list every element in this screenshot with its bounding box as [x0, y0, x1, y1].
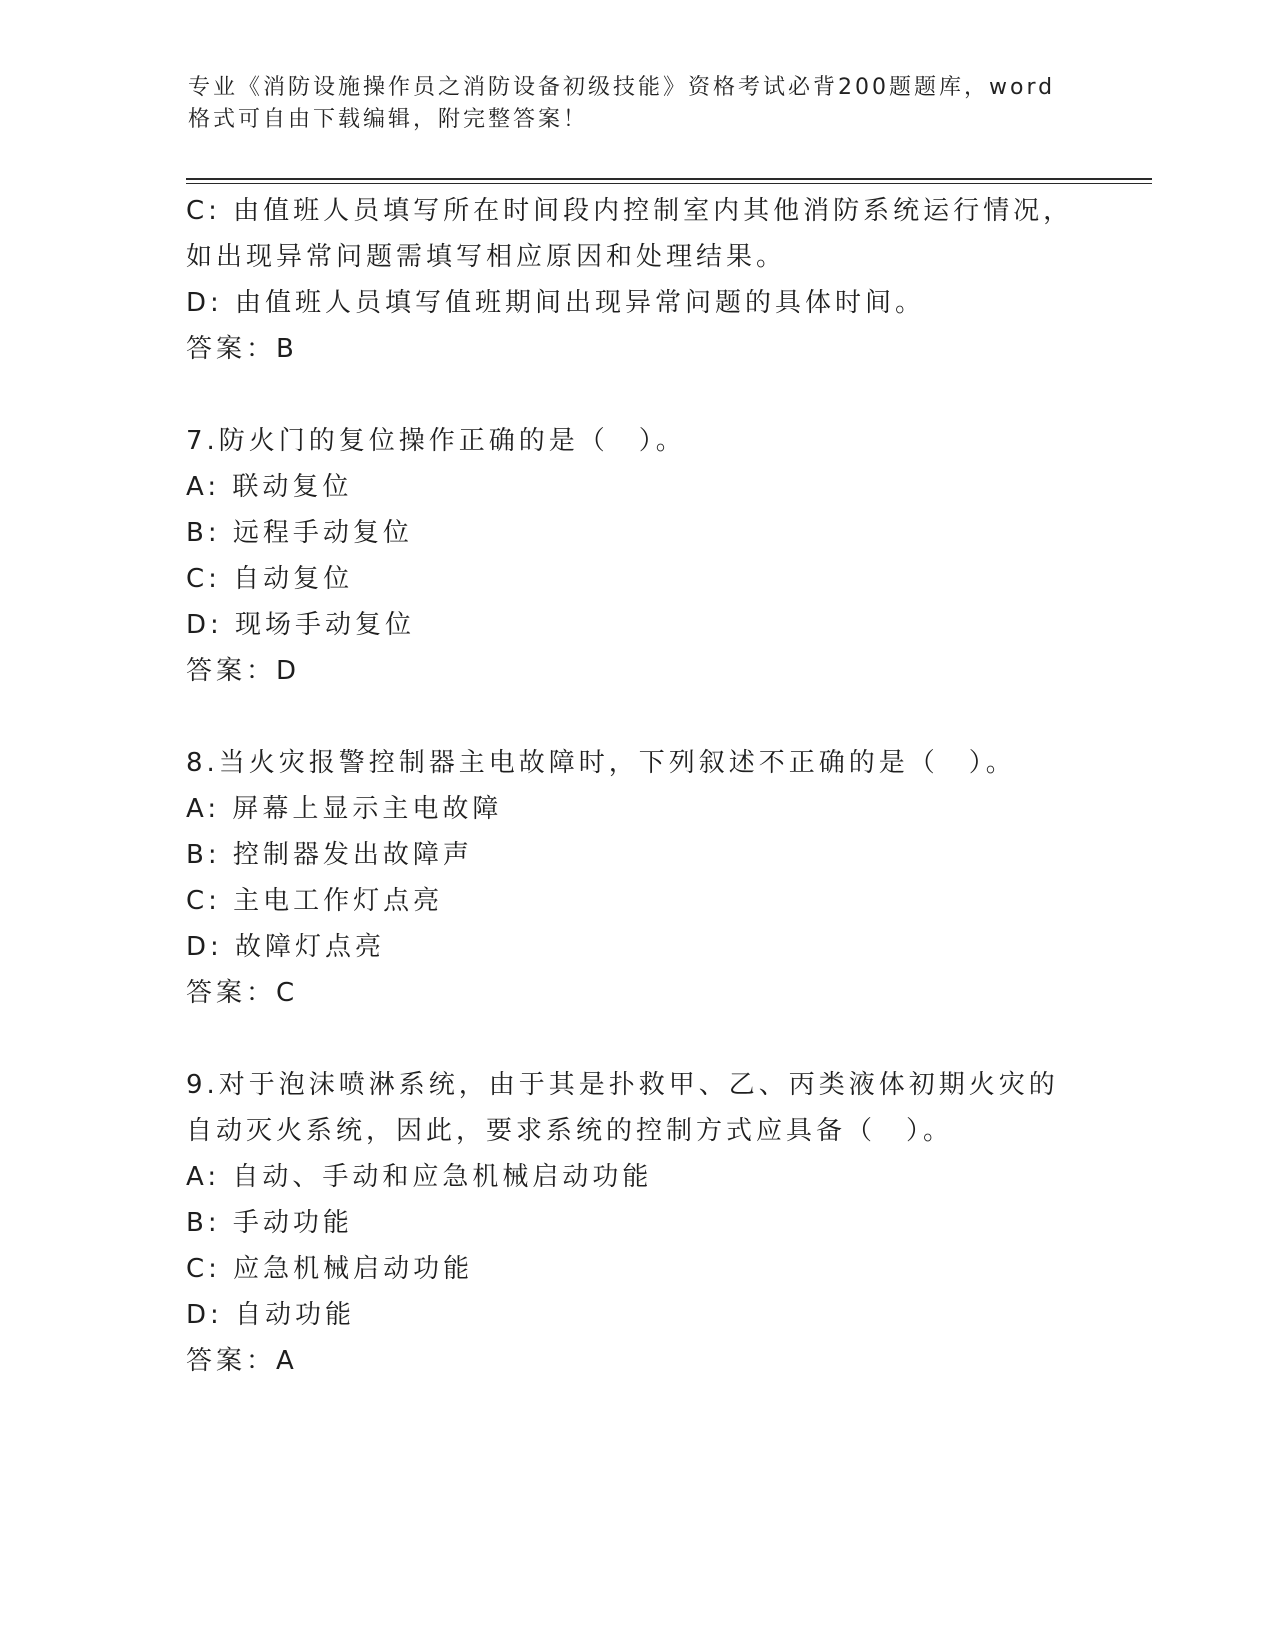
answer-line: 答案：C	[186, 978, 299, 1008]
option-line: B: 手动功能	[186, 1208, 353, 1238]
option-line: D: 由值班人员填写值班期间出现异常问题的具体时间。	[186, 288, 926, 318]
header-divider-thin	[186, 183, 1152, 184]
question-text: 8.当火灾报警控制器主电故障时，下列叙述不正确的是（ ）。	[186, 748, 1016, 778]
option-line: D: 故障灯点亮	[186, 932, 386, 962]
question-block	[186, 1062, 1086, 1384]
header-divider	[186, 178, 1152, 180]
answer-line: 答案：A	[186, 1346, 298, 1376]
question-block	[186, 418, 1086, 694]
answer-line: 答案：D	[186, 656, 301, 686]
option-line: D: 现场手动复位	[186, 610, 416, 640]
option-line: A: 屏幕上显示主电故障	[186, 794, 503, 824]
option-line: B: 远程手动复位	[186, 518, 413, 548]
answer-line: 答案：B	[186, 334, 298, 364]
option-line: A: 联动复位	[186, 472, 353, 502]
option-line: A: 自动、手动和应急机械启动功能	[186, 1162, 653, 1192]
option-line: D: 自动功能	[186, 1300, 356, 1330]
document-header: 专业《消防设施操作员之消防设备初级技能》资格考试必背200题题库，word格式可自由下载编辑，附完整答案！	[188, 75, 1056, 132]
option-line: C: 自动复位	[186, 564, 354, 594]
question-block	[186, 740, 1086, 1016]
option-line: B: 控制器发出故障声	[186, 840, 473, 870]
option-line: C: 主电工作灯点亮	[186, 886, 444, 916]
option-line: C: 由值班人员填写所在时间段内控制室内其他消防系统运行情况，如出现异常问题需填写相应原因和处理结果。	[186, 196, 1074, 272]
question-text: 9.对于泡沫喷淋系统，由于其是扑救甲、乙、丙类液体初期火灾的自动灭火系统，因此，要求系统的控制方式应具备（ ）。	[186, 1070, 1059, 1146]
question-list	[186, 188, 1086, 1430]
option-line: C: 应急机械启动功能	[186, 1254, 474, 1284]
question-text: 7.防火门的复位操作正确的是（ ）。	[186, 426, 686, 456]
question-block	[186, 188, 1086, 372]
